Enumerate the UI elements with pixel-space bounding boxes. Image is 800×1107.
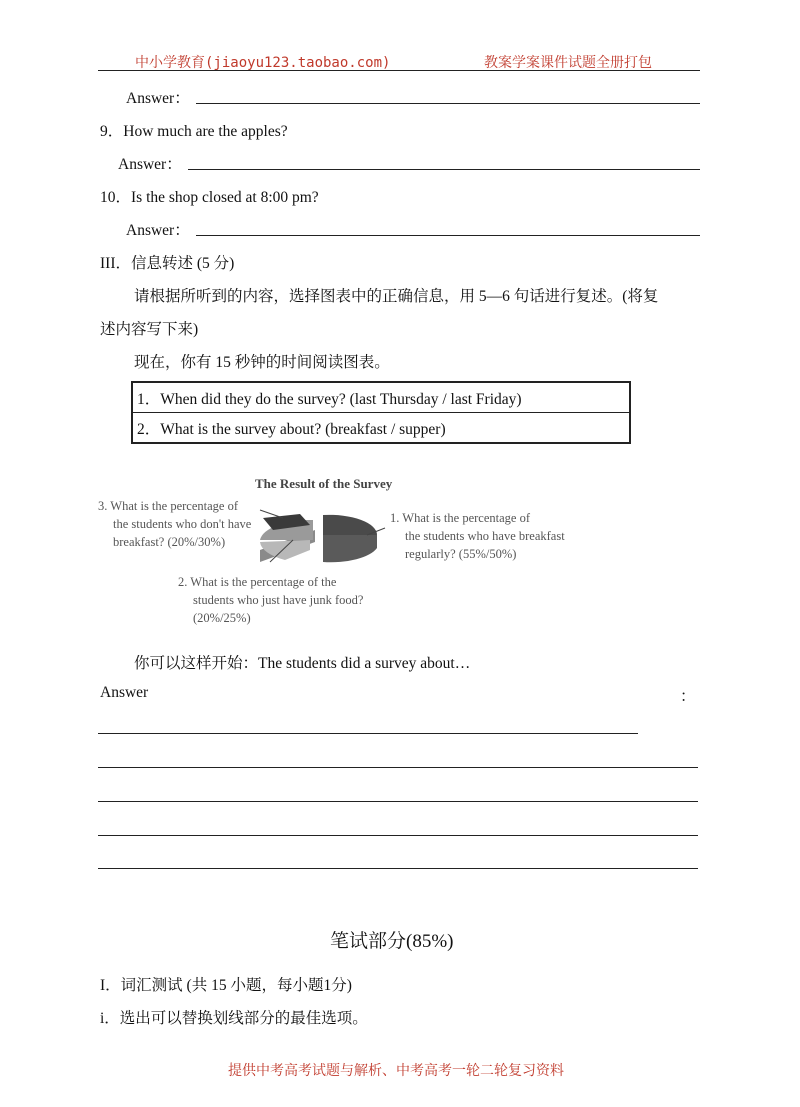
question-10: 10．Is the shop closed at 8:00 pm? bbox=[100, 189, 319, 206]
header-rule bbox=[98, 70, 700, 71]
answer-label-10: Answer： bbox=[126, 222, 190, 239]
header-left: 中小学教育(jiaoyu123.taobao.com) bbox=[135, 55, 391, 71]
section3-title: III．信息转述 (5 分) bbox=[100, 255, 235, 272]
writing-line[interactable] bbox=[98, 868, 698, 869]
question-9: 9．How much are the apples? bbox=[100, 123, 288, 140]
writing-line[interactable] bbox=[98, 733, 638, 734]
table-cell: 2．What is the survey about? (breakfast / supper) bbox=[137, 420, 446, 438]
answer-line-9[interactable] bbox=[188, 169, 700, 170]
table-row bbox=[132, 382, 630, 413]
answer-heading: Answer bbox=[100, 684, 149, 701]
section3-instruction-2: 述内容写下来) bbox=[100, 321, 199, 338]
writing-line[interactable] bbox=[98, 835, 698, 836]
footer-ad: 提供中考高考试题与解析、中考高考一轮二轮复习资料 bbox=[228, 1063, 564, 1079]
survey-question-table bbox=[131, 381, 631, 444]
annotation-1-line-2: the students who have breakfast bbox=[405, 529, 565, 543]
annotation-3-line-2: the students who don't have bbox=[113, 517, 252, 531]
header-right: 教案学案课件试题全册打包 bbox=[484, 55, 652, 71]
reading-time-note: 现在，你有 15 秒钟的时间阅读图表。 bbox=[134, 354, 390, 371]
leader-line bbox=[260, 510, 283, 518]
vocab-section-title: I．词汇测试 (共 15 小题，每小题1分) bbox=[100, 977, 352, 994]
answer-colon: ： bbox=[680, 688, 696, 705]
annotation-3-line-1: 3. What is the percentage of bbox=[98, 499, 238, 513]
written-part-title: 笔试部分(85%) bbox=[330, 931, 454, 952]
start-hint: 你可以这样开始：The students did a survey about… bbox=[134, 655, 471, 672]
annotation-2-line-3: (20%/25%) bbox=[193, 611, 251, 625]
answer-label-9: Answer： bbox=[118, 156, 182, 173]
survey-pie-chart bbox=[95, 470, 595, 635]
annotation-1-line-1: 1. What is the percentage of bbox=[390, 511, 530, 525]
writing-line[interactable] bbox=[98, 767, 698, 768]
vocab-subsection: i．选出可以替换划线部分的最佳选项。 bbox=[100, 1010, 368, 1027]
pie-slices bbox=[260, 514, 315, 562]
answer-line-10[interactable] bbox=[196, 235, 700, 236]
table-row bbox=[132, 413, 630, 444]
table-cell: 1．When did they do the survey? (last Thursday / last Friday) bbox=[132, 382, 630, 413]
pie-slice-breakfast bbox=[323, 515, 377, 562]
annotation-3-line-3: breakfast? (20%/30%) bbox=[113, 535, 226, 549]
annotation-2-line-1: 2. What is the percentage of the bbox=[178, 575, 337, 589]
writing-line[interactable] bbox=[98, 801, 698, 802]
answer-label-8: Answer： bbox=[126, 90, 190, 107]
annotation-2-line-2: students who just have junk food? bbox=[193, 593, 364, 607]
section3-instruction-1: 请根据所听到的内容，选择图表中的正确信息，用 5—6 句话进行复述。(将复 bbox=[134, 288, 659, 305]
chart-title: The Result of the Survey bbox=[255, 476, 393, 491]
annotation-1-line-3: regularly? (55%/50%) bbox=[405, 547, 517, 561]
answer-line-8[interactable] bbox=[196, 103, 700, 104]
